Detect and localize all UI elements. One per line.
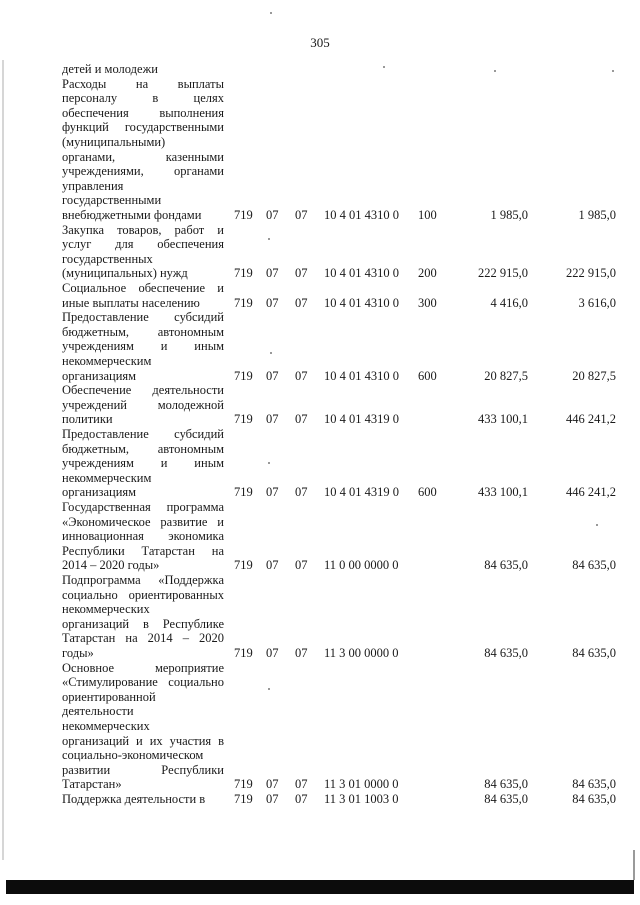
- cell-csr: 10 4 01 4319 0: [324, 412, 399, 427]
- table-row: [0, 602, 640, 616]
- cell-adm: 719: [234, 777, 253, 792]
- cell-sec: 07: [266, 368, 279, 383]
- cell-csr: 11 3 01 1003 0: [324, 792, 399, 806]
- cell-csr: 11 3 01 0000 0: [324, 777, 399, 792]
- table-row: [0, 573, 640, 587]
- cell-v1: 1 985,0: [490, 208, 528, 222]
- table-row: [0, 369, 640, 383]
- cell-adm: 719: [234, 295, 253, 310]
- table-row: [0, 252, 640, 266]
- row-description: (муниципальными): [62, 135, 166, 149]
- cell-v2: 84 635,0: [572, 792, 616, 806]
- scan-speck: [268, 462, 270, 464]
- cell-v1: 84 635,0: [484, 646, 528, 660]
- cell-vr: 600: [418, 368, 437, 383]
- row-description: управления: [62, 178, 124, 193]
- row-description: ориентированной: [62, 689, 156, 704]
- cell-sec: 07: [266, 646, 279, 660]
- table-row: [0, 734, 640, 748]
- cell-csr: 10 4 01 4310 0: [324, 295, 399, 310]
- cell-sec: 07: [266, 777, 279, 792]
- table-row: [0, 266, 640, 280]
- cell-sec: 07: [266, 266, 279, 281]
- table-row: [0, 588, 640, 602]
- cell-adm: 719: [234, 208, 253, 222]
- scan-speck: [494, 70, 496, 72]
- row-description: Татарстан на 2014 – 2020: [62, 631, 224, 646]
- row-description: (муниципальных) нужд: [62, 266, 188, 281]
- cell-vr: 100: [418, 208, 437, 222]
- row-description: Обеспечение деятельности: [62, 383, 224, 398]
- row-description: «Стимулирование социально: [62, 675, 224, 690]
- table-row: [0, 544, 640, 558]
- cell-v1: 433 100,1: [478, 412, 528, 427]
- cell-adm: 719: [234, 485, 253, 500]
- table-row: [0, 792, 640, 806]
- cell-sec: 07: [266, 792, 279, 806]
- row-description: некоммерческим: [62, 470, 152, 485]
- cell-csr: 10 4 01 4310 0: [324, 368, 399, 383]
- table-row: [0, 704, 640, 718]
- row-description: некоммерческих: [62, 602, 150, 617]
- cell-csr: 10 4 01 4310 0: [324, 208, 399, 222]
- cell-sub: 07: [295, 412, 308, 427]
- table-row: [0, 427, 640, 441]
- row-description: политики: [62, 412, 113, 427]
- row-description: государственными: [62, 193, 162, 208]
- table-row: [0, 354, 640, 368]
- cell-sec: 07: [266, 412, 279, 427]
- row-description: Закупка товаров, работ и: [62, 222, 224, 237]
- cell-sub: 07: [295, 777, 308, 792]
- cell-csr: 11 3 00 0000 0: [324, 646, 399, 660]
- row-description: Основное мероприятие: [62, 660, 224, 675]
- cell-sub: 07: [295, 368, 308, 383]
- table-row: [0, 661, 640, 675]
- cell-vr: 600: [418, 485, 437, 500]
- row-description: учреждениям и иным: [62, 456, 224, 471]
- row-description: некоммерческих: [62, 719, 150, 733]
- page-number: 305: [310, 35, 330, 50]
- row-description: учреждениям и иным: [62, 339, 224, 354]
- scan-edge-left: [2, 60, 4, 860]
- table-row: [0, 646, 640, 660]
- row-description: социально ориентированных: [62, 587, 224, 602]
- row-description: Предоставление субсидий: [62, 310, 224, 325]
- cell-v2: 222 915,0: [566, 266, 616, 281]
- table-row: [0, 558, 640, 572]
- row-description: услуг для обеспечения: [62, 237, 224, 252]
- row-description: некоммерческим: [62, 354, 152, 368]
- table-row: [0, 296, 640, 310]
- scan-bottom-bar: [6, 880, 634, 894]
- row-description: социально-экономическом: [62, 748, 204, 763]
- row-description: Поддержка деятельности в: [62, 792, 206, 806]
- cell-sub: 07: [295, 266, 308, 281]
- row-description: Республики Татарстан на: [62, 543, 224, 558]
- cell-vr: 200: [418, 266, 437, 281]
- row-description: «Экономическое развитие и: [62, 514, 224, 529]
- table-row: [0, 150, 640, 164]
- scan-speck: [270, 352, 272, 354]
- table-row: [0, 62, 640, 76]
- table-row: [0, 398, 640, 412]
- row-description: деятельности: [62, 704, 134, 719]
- cell-sub: 07: [295, 208, 308, 222]
- row-description: Государственная программа: [62, 500, 224, 514]
- table-row: [0, 339, 640, 353]
- row-description: персоналу в целях: [62, 91, 224, 106]
- row-description: развитии Республики: [62, 762, 224, 777]
- row-description: организаций и их участия в: [62, 733, 224, 748]
- cell-v2: 84 635,0: [572, 558, 616, 573]
- row-description: инновационная экономика: [62, 529, 224, 544]
- scan-speck: [270, 12, 272, 14]
- row-description: бюджетным, автономным: [62, 324, 224, 339]
- table-row: [0, 237, 640, 251]
- row-description: функций государственными: [62, 120, 224, 135]
- cell-sec: 07: [266, 295, 279, 310]
- table-row: [0, 106, 640, 120]
- table-row: [0, 412, 640, 426]
- cell-v2: 84 635,0: [572, 777, 616, 792]
- row-description: Татарстан»: [62, 777, 122, 792]
- row-description: обеспечения выполнения: [62, 105, 224, 120]
- table-row: [0, 164, 640, 178]
- cell-adm: 719: [234, 266, 253, 281]
- cell-v1: 4 416,0: [490, 295, 528, 310]
- cell-sub: 07: [295, 558, 308, 573]
- cell-v2: 20 827,5: [572, 368, 616, 383]
- cell-vr: 300: [418, 295, 437, 310]
- table-row: [0, 719, 640, 733]
- table-row: [0, 675, 640, 689]
- table-row: [0, 777, 640, 791]
- cell-adm: 719: [234, 792, 253, 806]
- row-description: 2014 – 2020 годы»: [62, 558, 160, 573]
- row-description: учреждений молодежной: [62, 397, 224, 412]
- cell-v2: 1 985,0: [578, 208, 616, 222]
- cell-v1: 20 827,5: [484, 368, 528, 383]
- table-row: [0, 690, 640, 704]
- table-row: [0, 763, 640, 777]
- cell-sec: 07: [266, 208, 279, 222]
- cell-sub: 07: [295, 792, 308, 806]
- cell-v2: 446 241,2: [566, 412, 616, 427]
- cell-v1: 84 635,0: [484, 777, 528, 792]
- scan-edge-right: [633, 850, 635, 880]
- table-row: [0, 310, 640, 324]
- row-description: органами, казенными: [62, 149, 224, 164]
- cell-csr: 10 4 01 4310 0: [324, 266, 399, 281]
- scan-speck: [268, 688, 270, 690]
- cell-v1: 84 635,0: [484, 558, 528, 573]
- cell-csr: 11 0 00 0000 0: [324, 558, 399, 573]
- table-row: [0, 456, 640, 470]
- row-description: организациям: [62, 368, 137, 383]
- row-description: Подпрограмма «Поддержка: [62, 573, 224, 587]
- row-description: организаций в Республике: [62, 616, 224, 631]
- cell-sub: 07: [295, 646, 308, 660]
- row-description: государственных: [62, 251, 153, 266]
- row-description: внебюджетными фондами: [62, 208, 202, 222]
- row-description: Предоставление субсидий: [62, 427, 224, 441]
- row-description: учреждениями, органами: [62, 164, 224, 179]
- row-description: детей и молодежи: [62, 62, 158, 76]
- cell-sub: 07: [295, 485, 308, 500]
- row-description: иные выплаты населению: [62, 295, 200, 310]
- table-row: [0, 77, 640, 91]
- cell-v2: 446 241,2: [566, 485, 616, 500]
- row-description: Социальное обеспечение и: [62, 281, 224, 295]
- table-row: [0, 442, 640, 456]
- cell-csr: 10 4 01 4319 0: [324, 485, 399, 500]
- table-row: [0, 91, 640, 105]
- table-row: [0, 383, 640, 397]
- table-row: [0, 485, 640, 499]
- table-row: [0, 325, 640, 339]
- scan-speck: [268, 238, 270, 240]
- table-row: [0, 281, 640, 295]
- table-row: [0, 120, 640, 134]
- cell-adm: 719: [234, 368, 253, 383]
- table-row: [0, 179, 640, 193]
- table-row: [0, 748, 640, 762]
- row-description: бюджетным, автономным: [62, 441, 224, 456]
- table-row: [0, 193, 640, 207]
- row-description: годы»: [62, 646, 94, 660]
- cell-v1: 84 635,0: [484, 792, 528, 806]
- row-description: Расходы на выплаты: [62, 76, 224, 91]
- table-row: [0, 631, 640, 645]
- scan-speck: [612, 70, 614, 72]
- cell-v2: 3 616,0: [578, 295, 616, 310]
- table-row: [0, 135, 640, 149]
- cell-adm: 719: [234, 412, 253, 427]
- table-row: [0, 471, 640, 485]
- table-row: [0, 500, 640, 514]
- cell-v1: 222 915,0: [478, 266, 528, 281]
- table-row: [0, 617, 640, 631]
- scan-speck: [383, 66, 385, 68]
- table-row: [0, 515, 640, 529]
- row-description: организациям: [62, 485, 137, 500]
- cell-sec: 07: [266, 558, 279, 573]
- scan-speck: [596, 524, 598, 526]
- cell-adm: 719: [234, 558, 253, 573]
- cell-sec: 07: [266, 485, 279, 500]
- cell-v1: 433 100,1: [478, 485, 528, 500]
- cell-v2: 84 635,0: [572, 646, 616, 660]
- table-row: [0, 208, 640, 222]
- table-row: [0, 223, 640, 237]
- cell-adm: 719: [234, 646, 253, 660]
- cell-sub: 07: [295, 295, 308, 310]
- table-row: [0, 529, 640, 543]
